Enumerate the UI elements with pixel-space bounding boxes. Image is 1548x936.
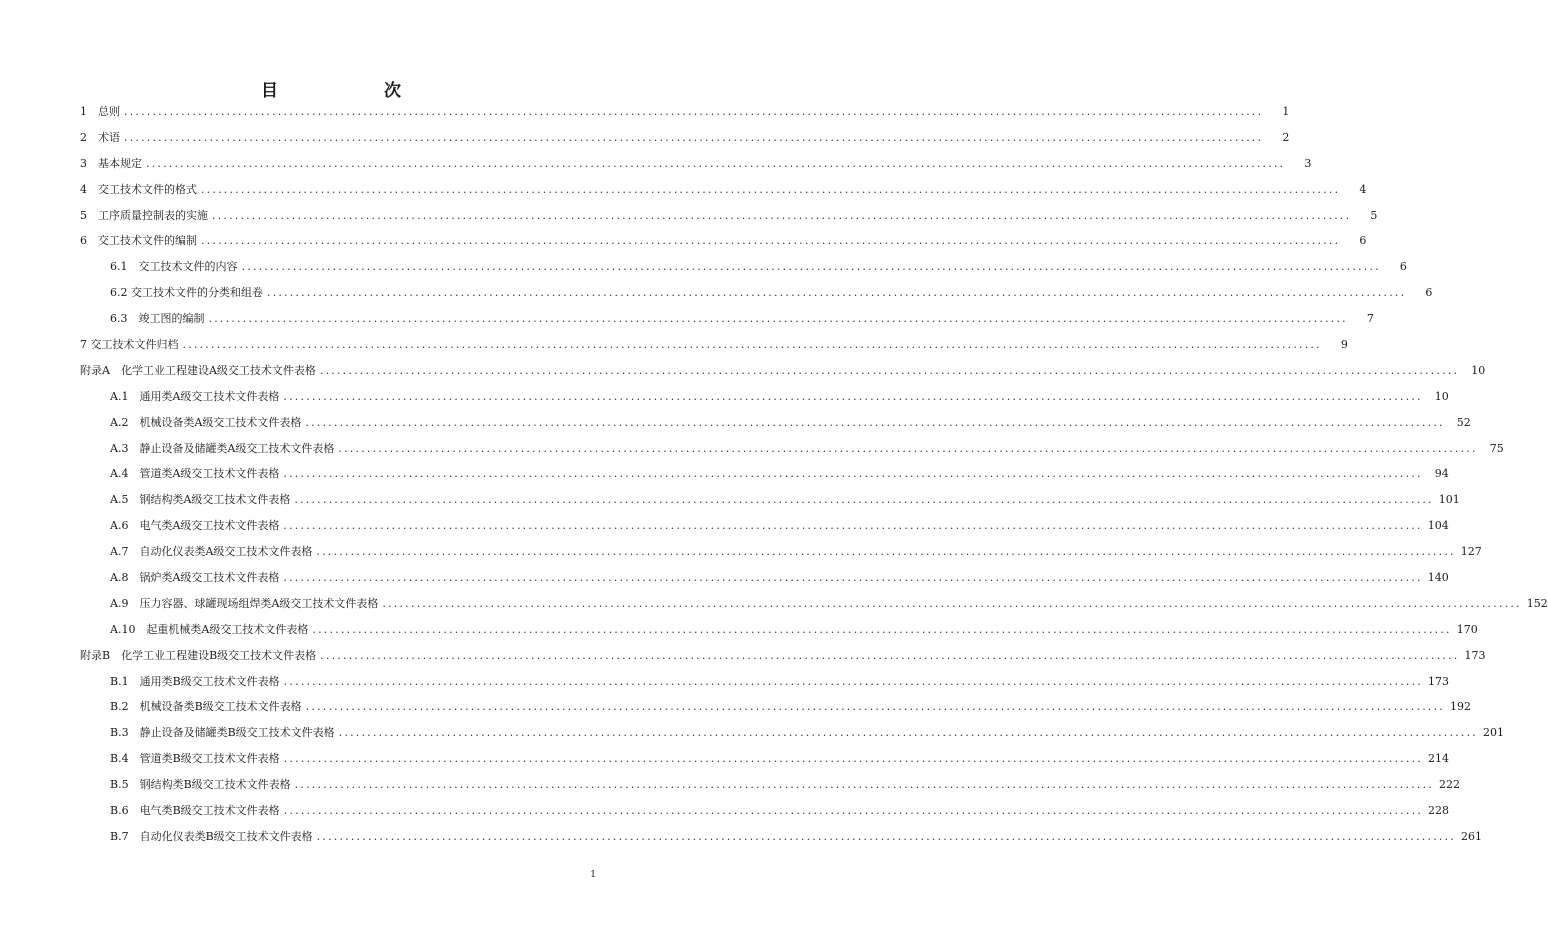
toc-title: 目 次 [261, 81, 425, 101]
toc-entry-lead [110, 623, 1456, 637]
toc-entry-label: 6 交工技术文件的编制 [80, 234, 197, 248]
toc-entry-page: 140 [1427, 570, 1449, 584]
toc-leader-dots: ........................................................................................................................................................................................................ [283, 803, 1423, 817]
toc-entry[interactable] [0, 228, 1367, 254]
toc-leader-dots: ........................................................................................................................................................................................................ [124, 130, 1264, 144]
toc-leader-dots: ........................................................................................................................................................................................................ [294, 493, 1434, 507]
toc-leader-dots: ........................................................................................................................................................................................................ [267, 286, 1407, 300]
toc-entry[interactable] [0, 772, 1460, 798]
toc-entry-label: B.5 钢结构类B级交工技术文件表格 [110, 778, 291, 792]
toc-entry-lead [110, 726, 1482, 740]
toc-entry-label: A.4 管道类A级交工技术文件表格 [110, 467, 280, 481]
toc-entry[interactable] [0, 746, 1449, 772]
toc-leader-dots: ........................................................................................................................................................................................................ [382, 596, 1522, 610]
toc-entry-lead [110, 286, 1410, 300]
toc-entry[interactable] [0, 306, 1374, 332]
toc-leader-dots: ........................................................................................................................................................................................................ [320, 648, 1460, 662]
toc-entry[interactable] [0, 332, 1348, 358]
toc-entry-lead [80, 183, 1344, 197]
toc-leader-dots: ........................................................................................................................................................................................................ [212, 208, 1352, 222]
toc-entry-page: 101 [1438, 493, 1460, 507]
toc-entry-page: 214 [1428, 752, 1449, 766]
toc-entry-label: 7 交工技术文件归档 [80, 337, 179, 351]
toc-entry-page: 222 [1439, 778, 1460, 792]
toc-leader-dots: ........................................................................................................................................................................................................ [283, 674, 1423, 688]
toc-entry-lead [80, 105, 1267, 119]
toc-entry-label: A.3 静止设备及储罐类A级交工技术文件表格 [110, 441, 335, 455]
toc-entry-label: A.6 电气类A级交工技术文件表格 [110, 519, 280, 533]
toc-entry[interactable] [0, 177, 1367, 203]
toc-entry-label: 2 术语 [80, 130, 120, 144]
toc-entry-label: A.10 起重机械类A级交工技术文件表格 [110, 622, 309, 636]
toc-leader-dots: ........................................................................................................................................................................................................ [316, 545, 1456, 559]
toc-entry[interactable] [0, 151, 1312, 177]
toc-entry-page: 94 [1434, 467, 1449, 481]
toc-entry-label: 6.2 交工技术文件的分类和组卷 [110, 286, 263, 300]
footer-page-number: 1 [590, 870, 596, 880]
toc-entry-lead [80, 209, 1355, 223]
toc-entry-page: 127 [1460, 545, 1482, 559]
toc-entry-page: 6 [1359, 234, 1367, 248]
toc-entry[interactable] [0, 125, 1290, 151]
toc-entry-lead [110, 519, 1427, 533]
toc-entry[interactable] [0, 384, 1449, 410]
toc-entry-label: 5 工序质量控制表的实施 [80, 208, 208, 222]
toc-entry-page: 173 [1464, 648, 1486, 662]
toc-entry[interactable] [0, 436, 1504, 462]
toc-entry-lead [110, 260, 1385, 274]
toc-entry-page: 152 [1526, 596, 1548, 610]
toc-entry-lead [110, 416, 1449, 430]
toc-entry[interactable] [0, 591, 1548, 617]
toc-leader-dots: ........................................................................................................................................................................................................ [338, 726, 1478, 740]
toc-leader-dots: ........................................................................................................................................................................................................ [201, 234, 1341, 248]
toc-entry-page: 1 [1282, 104, 1290, 118]
toc-entry[interactable] [0, 254, 1407, 280]
toc-entry-page: 6 [1425, 286, 1433, 300]
toc-entry[interactable] [0, 99, 1290, 125]
toc-leader-dots: ........................................................................................................................................................................................................ [201, 182, 1341, 196]
toc-entry-label: B.2 机械设备类B级交工技术文件表格 [110, 700, 302, 714]
toc-entry-label: A.7 自动化仪表类A级交工技术文件表格 [110, 545, 313, 559]
toc-leader-dots: ........................................................................................................................................................................................................ [319, 363, 1460, 377]
toc-entry-lead [80, 364, 1463, 378]
toc-entry-page: 170 [1456, 622, 1478, 636]
toc-entry-page: 261 [1461, 829, 1482, 843]
toc-entry-lead [110, 778, 1438, 792]
toc-leader-dots: ........................................................................................................................................................................................................ [283, 752, 1423, 766]
toc-entry[interactable] [0, 720, 1504, 746]
toc-entry[interactable] [0, 643, 1486, 669]
toc-leader-dots: ........................................................................................................................................................................................................ [338, 441, 1478, 455]
toc-entry[interactable] [0, 203, 1378, 229]
toc-leader-dots: ........................................................................................................................................................................................................ [305, 700, 1445, 714]
toc-entry[interactable] [0, 539, 1482, 565]
toc-entry[interactable] [0, 694, 1471, 720]
toc-entry[interactable] [0, 358, 1486, 384]
toc-leader-dots: ........................................................................................................................................................................................................ [241, 260, 1381, 274]
toc-entry-page: 173 [1428, 674, 1449, 688]
toc-leader-dots: ........................................................................................................................................................................................................ [312, 622, 1452, 636]
toc-entry[interactable] [0, 617, 1478, 643]
toc-entry-lead [110, 597, 1526, 611]
toc-entry-page: 52 [1456, 415, 1471, 429]
toc-leader-dots: ........................................................................................................................................................................................................ [124, 104, 1264, 118]
toc-entry-label: A.9 压力容器、球罐现场组焊类A级交工技术文件表格 [110, 596, 379, 610]
toc-leader-dots: ........................................................................................................................................................................................................ [182, 337, 1322, 351]
toc-entry-lead [110, 571, 1427, 585]
toc-entry-page: 192 [1450, 700, 1471, 714]
toc-entry-label: B.3 静止设备及储罐类B级交工技术文件表格 [110, 726, 335, 740]
toc-entry-label: 4 交工技术文件的格式 [80, 182, 197, 196]
toc-entry-page: 201 [1483, 726, 1504, 740]
toc-entry-lead [110, 312, 1352, 326]
toc-entry-page: 10 [1434, 389, 1449, 403]
toc-entry-label: A.8 锅炉类A级交工技术文件表格 [110, 570, 280, 584]
toc-entry-label: 附录A 化学工业工程建设A级交工技术文件表格 [80, 363, 316, 377]
toc-leader-dots: ........................................................................................................................................................................................................ [283, 467, 1423, 481]
toc-entry[interactable] [0, 487, 1460, 513]
toc-entry-lead [80, 649, 1464, 663]
toc-entry-label: B.4 管道类B级交工技术文件表格 [110, 752, 280, 766]
toc-entry-label: 6.1 交工技术文件的内容 [110, 260, 238, 274]
toc-entry-page: 7 [1366, 312, 1374, 326]
toc-entry-lead [110, 804, 1427, 818]
toc-entry-label: 1 总则 [80, 104, 120, 118]
toc-entry[interactable] [0, 461, 1449, 487]
toc-leader-dots: ........................................................................................................................................................................................................ [283, 519, 1423, 533]
toc-entry-lead [80, 338, 1326, 352]
toc-entry[interactable] [0, 798, 1449, 824]
toc-leader-dots: ........................................................................................................................................................................................................ [283, 570, 1423, 584]
toc-entry-label: 3 基本规定 [80, 156, 142, 170]
toc-entry-label: B.6 电气类B级交工技术文件表格 [110, 803, 280, 817]
toc-entry-label: 6.3 竣工图的编制 [110, 312, 205, 326]
toc-entry-lead [110, 675, 1427, 689]
toc-entry[interactable] [0, 565, 1449, 591]
toc-leader-dots: ........................................................................................................................................................................................................ [316, 829, 1456, 843]
toc-entry-label: B.1 通用类B级交工技术文件表格 [110, 674, 280, 688]
toc-entry[interactable] [0, 824, 1482, 850]
toc-entry-page: 3 [1304, 156, 1312, 170]
toc-entry-lead [110, 442, 1482, 456]
toc-entry-page: 6 [1399, 260, 1407, 274]
toc-leader-dots: ........................................................................................................................................................................................................ [305, 415, 1445, 429]
toc-entry-page: 4 [1359, 182, 1367, 196]
toc-entry-page: 104 [1427, 519, 1449, 533]
toc-leader-dots: ........................................................................................................................................................................................................ [283, 389, 1423, 403]
toc-entry[interactable] [0, 280, 1433, 306]
toc-entry-lead [110, 493, 1438, 507]
toc-entry-lead [110, 830, 1460, 844]
toc-entry-lead [80, 234, 1344, 248]
toc-entry-lead [110, 700, 1449, 714]
toc-leader-dots: ........................................................................................................................................................................................................ [146, 156, 1286, 170]
toc-entry-lead [110, 467, 1427, 481]
toc-entry-lead [110, 752, 1427, 766]
toc-entry-lead [110, 545, 1460, 559]
toc-leader-dots: ........................................................................................................................................................................................................ [208, 312, 1348, 326]
toc-list [0, 99, 1548, 850]
toc-entry-label: 附录B 化学工业工程建设B级交工技术文件表格 [80, 648, 317, 662]
toc-entry-page: 5 [1370, 208, 1378, 222]
toc-entry-page: 9 [1340, 337, 1348, 351]
toc-leader-dots: ........................................................................................................................................................................................................ [294, 778, 1434, 792]
toc-entry-page: 75 [1489, 441, 1504, 455]
toc-entry[interactable] [0, 669, 1449, 695]
toc-entry[interactable] [0, 513, 1449, 539]
toc-entry-page: 228 [1428, 803, 1449, 817]
toc-entry-page: 10 [1471, 363, 1486, 377]
toc-entry-lead [80, 131, 1267, 145]
toc-entry-lead [110, 390, 1427, 404]
toc-entry-page: 2 [1282, 130, 1290, 144]
toc-entry-label: A.2 机械设备类A级交工技术文件表格 [110, 415, 302, 429]
toc-entry[interactable] [0, 410, 1471, 436]
toc-entry-label: B.7 自动化仪表类B级交工技术文件表格 [110, 829, 313, 843]
toc-entry-label: A.5 钢结构类A级交工技术文件表格 [110, 493, 291, 507]
toc-entry-lead [80, 157, 1289, 171]
toc-entry-label: A.1 通用类A级交工技术文件表格 [110, 389, 280, 403]
